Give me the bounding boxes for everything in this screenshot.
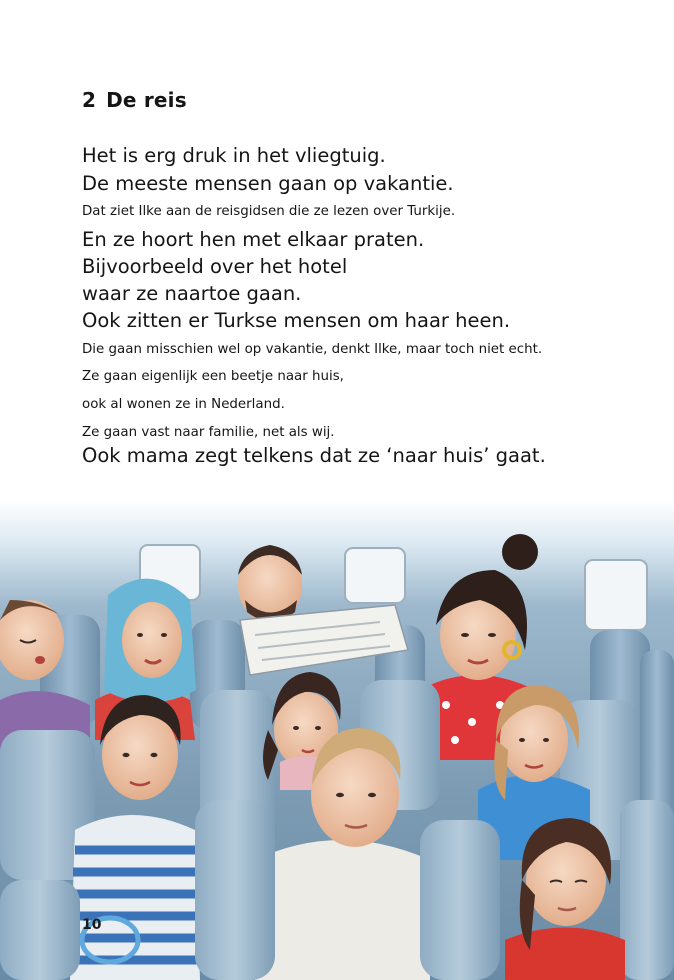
text-line-9: Ze gaan eigenlijk een beetje naar huis, xyxy=(82,369,344,384)
text-line-3: Dat ziet Ilke aan de reisgidsen die ze lezen over Turkije. xyxy=(82,204,456,219)
text-line-7: Ook zitten er Turkse mensen om haar heen. xyxy=(82,309,511,332)
text-line-2: De meeste mensen gaan op vakantie. xyxy=(82,172,454,195)
page-number: 10 xyxy=(82,917,102,933)
airplane-cabin-illustration xyxy=(0,500,674,980)
chapter-number: 2 xyxy=(82,88,97,112)
text-line-8: Die gaan misschien wel op vakantie, denkt Ilke, maar toch niet echt. xyxy=(82,342,543,357)
text-line-5: Bijvoorbeeld over het hotel xyxy=(82,255,348,278)
text-line-6: waar ze naartoe gaan. xyxy=(82,282,302,305)
text-line-10: ook al wonen ze in Nederland. xyxy=(82,397,285,412)
text-line-4: En ze hoort hen met elkaar praten. xyxy=(82,228,425,251)
text-line-11: Ze gaan vast naar familie, net als wij. xyxy=(82,425,335,440)
text-line-1: Het is erg druk in het vliegtuig. xyxy=(82,144,386,167)
text-line-12: Ook mama zegt telkens dat ze ‘naar huis’ gaat. xyxy=(82,444,546,467)
chapter-heading xyxy=(82,88,187,112)
chapter-title: De reis xyxy=(106,88,187,112)
